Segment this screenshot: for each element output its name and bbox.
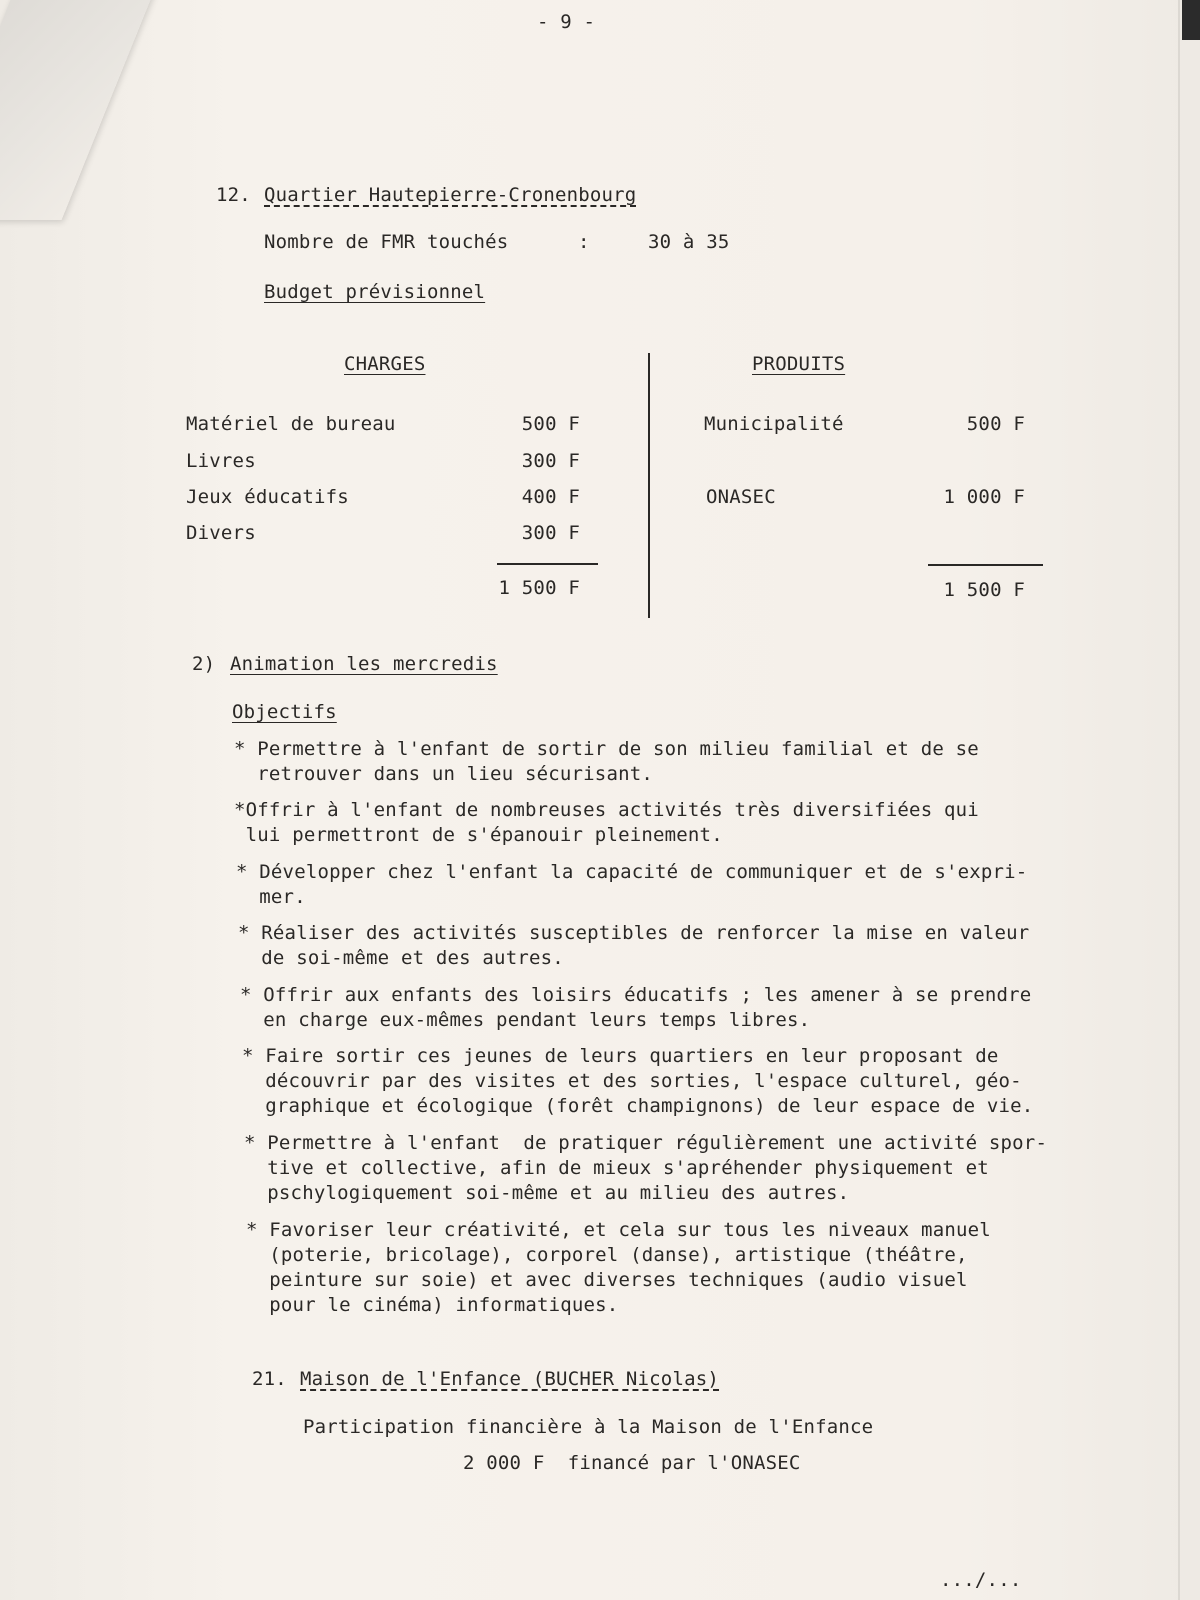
charge-label: Jeux éducatifs bbox=[186, 486, 349, 508]
objective-line: (poterie, bricolage), corporel (danse), artistique (théâtre, bbox=[246, 1244, 968, 1266]
objective-line: * Offrir aux enfants des loisirs éducatifs ; les amener à se prendre bbox=[240, 984, 1032, 1006]
objectifs-title: Objectifs bbox=[232, 701, 337, 723]
objective-line: pour le cinéma) informatiques. bbox=[246, 1294, 619, 1316]
column-divider bbox=[648, 353, 650, 618]
produits-total: 1 500 F bbox=[943, 579, 1025, 601]
objective-line: * Permettre à l'enfant de pratiquer régulièrement une activité spor- bbox=[244, 1132, 1048, 1154]
budget-title: Budget prévisionnel bbox=[264, 281, 486, 303]
objective-line: en charge eux-mêmes pendant leurs temps libres. bbox=[240, 1009, 811, 1031]
fmr-separator: : bbox=[578, 231, 590, 253]
animation-number: 2) bbox=[192, 653, 216, 675]
objective-line: * Faire sortir ces jeunes de leurs quartiers en leur proposant de bbox=[242, 1045, 999, 1067]
page-curl bbox=[0, 0, 158, 220]
charge-amount: 400 F bbox=[521, 486, 580, 508]
charge-amount: 500 F bbox=[521, 413, 580, 435]
charges-total-rule bbox=[497, 563, 598, 565]
charges-header: CHARGES bbox=[344, 353, 426, 375]
fmr-label: Nombre de FMR touchés bbox=[264, 231, 509, 253]
fmr-value: 30 à 35 bbox=[648, 231, 730, 253]
charge-label: Livres bbox=[186, 450, 256, 472]
objective-line: * Réaliser des activités susceptibles de renforcer la mise en valeur bbox=[238, 922, 1030, 944]
charge-amount: 300 F bbox=[521, 522, 580, 544]
objective-line: de soi-même et des autres. bbox=[238, 947, 564, 969]
objective-line: peinture sur soie) et avec diverses techniques (audio visuel bbox=[246, 1269, 968, 1291]
objective-line: * Permettre à l'enfant de sortir de son milieu familial et de se bbox=[234, 738, 979, 760]
objective-line: découvrir par des visites et des sorties, l'espace culturel, géo- bbox=[242, 1070, 1022, 1092]
charge-label: Divers bbox=[186, 522, 256, 544]
charge-label: Matériel de bureau bbox=[186, 413, 396, 435]
charges-total: 1 500 F bbox=[498, 577, 580, 599]
objective-line: * Favoriser leur créativité, et cela sur tous les niveaux manuel bbox=[246, 1219, 991, 1241]
participation-line: Participation financière à la Maison de l'Enfance bbox=[303, 1416, 874, 1438]
objective-line: * Développer chez l'enfant la capacité de communiquer et de s'expri- bbox=[236, 861, 1028, 883]
section-title: Quartier Hautepierre-Cronenbourg bbox=[264, 184, 637, 206]
objective-line: tive et collective, afin de mieux s'apréhender physiquement et bbox=[244, 1157, 989, 1179]
produits-total-rule bbox=[928, 564, 1043, 566]
scan-edge bbox=[1182, 0, 1200, 40]
objective-line: retrouver dans un lieu sécurisant. bbox=[234, 763, 654, 785]
section-number: 21. bbox=[252, 1368, 287, 1390]
funding-line: 2 000 F financé par l'ONASEC bbox=[463, 1452, 801, 1474]
produit-amount: 500 F bbox=[966, 413, 1025, 435]
produit-label: ONASEC bbox=[706, 486, 776, 508]
page-number: - 9 - bbox=[537, 11, 596, 33]
charge-amount: 300 F bbox=[521, 450, 580, 472]
objective-line: graphique et écologique (forêt champignons) de leur espace de vie. bbox=[242, 1095, 1034, 1117]
objective-line: mer. bbox=[236, 886, 306, 908]
animation-title: Animation les mercredis bbox=[230, 653, 498, 675]
produit-amount: 1 000 F bbox=[943, 486, 1025, 508]
page-edge bbox=[1178, 0, 1180, 1600]
continuation-mark: .../... bbox=[940, 1569, 1022, 1591]
produits-header: PRODUITS bbox=[752, 353, 846, 375]
objective-line: pschylogiquement soi-même et au milieu des autres. bbox=[244, 1182, 850, 1204]
section-title: Maison de l'Enfance (BUCHER Nicolas) bbox=[300, 1368, 720, 1390]
objective-line: lui permettront de s'épanouir pleinement. bbox=[234, 824, 723, 846]
produit-label: Municipalité bbox=[704, 413, 844, 435]
objective-line: *Offrir à l'enfant de nombreuses activités très diversifiées qui bbox=[234, 799, 979, 821]
section-number: 12. bbox=[216, 184, 251, 206]
